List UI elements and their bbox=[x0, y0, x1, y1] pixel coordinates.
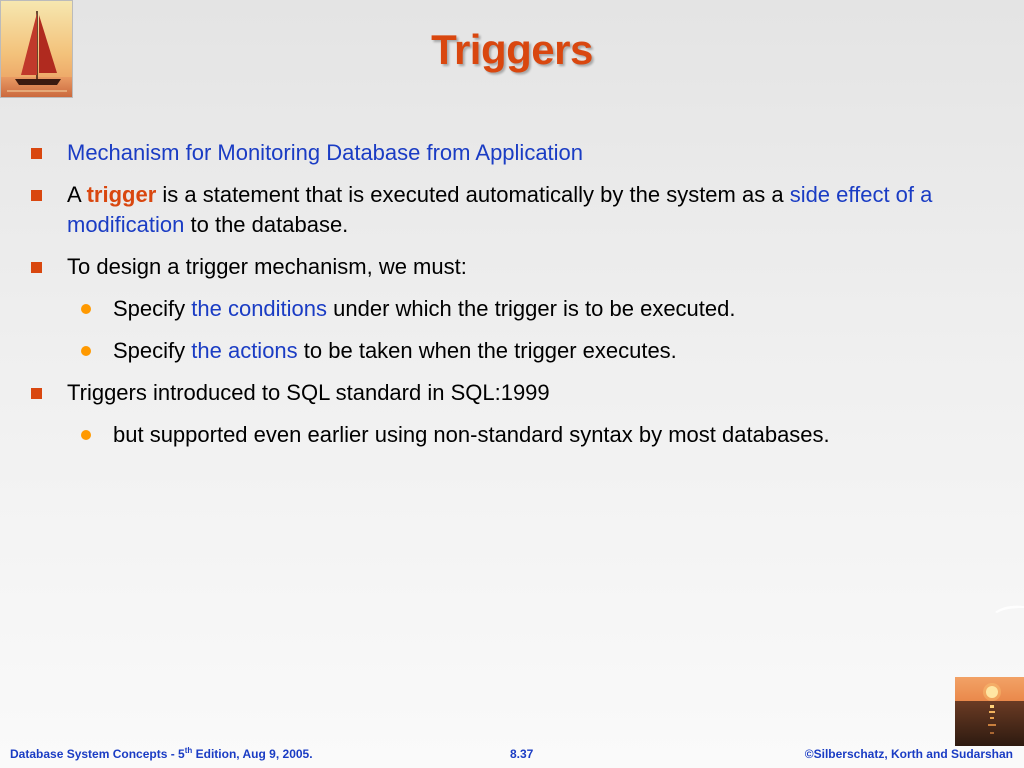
square-bullet-icon bbox=[31, 148, 42, 159]
round-bullet-icon bbox=[81, 346, 91, 356]
sub-bullet-item bbox=[30, 294, 980, 324]
sunset-logo-icon bbox=[955, 677, 1024, 746]
bullet-item bbox=[30, 378, 980, 408]
bullet-text: To design a trigger mechanism, we must: bbox=[67, 254, 467, 279]
square-bullet-icon bbox=[31, 388, 42, 399]
footer-course-title: Database System Concepts - 5 bbox=[10, 747, 185, 761]
bullet-text-middle: is a statement that is executed automatically by the system as a bbox=[156, 182, 790, 207]
highlighted-phrase: the conditions bbox=[191, 296, 328, 321]
footer-edition-date: Edition, Aug 9, 2005. bbox=[192, 747, 313, 761]
keyword-trigger: trigger bbox=[86, 182, 157, 207]
sub-bullet-item bbox=[30, 420, 980, 450]
sub-bullet-text: but supported even earlier using non-standard syntax by most databases. bbox=[113, 422, 830, 447]
footer-edition-superscript: th bbox=[184, 746, 193, 755]
bullet-text: Mechanism for Monitoring Database from Application bbox=[67, 140, 584, 165]
bullet-text-suffix: to the database. bbox=[184, 212, 349, 237]
bullet-text: Triggers introduced to SQL standard in SQL:1999 bbox=[67, 380, 550, 405]
sub-bullet-suffix: under which the trigger is to be executed. bbox=[327, 296, 736, 321]
sub-bullet-item bbox=[30, 336, 980, 366]
footer-copyright: ©Silberschatz, Korth and Sudarshan bbox=[804, 747, 1013, 761]
square-bullet-icon bbox=[31, 190, 42, 201]
highlighted-phrase: side effect of a modification bbox=[67, 182, 933, 237]
slide-title: Triggers bbox=[431, 26, 593, 73]
slide-content bbox=[30, 138, 980, 462]
sub-bullet-suffix: to be taken when the trigger executes. bbox=[297, 338, 677, 363]
round-bullet-icon bbox=[81, 430, 91, 440]
highlighted-phrase: the actions bbox=[191, 338, 298, 363]
bullet-text-prefix: A bbox=[67, 182, 87, 207]
sub-bullet-prefix: Specify bbox=[113, 338, 192, 363]
swoosh-decoration-icon bbox=[995, 600, 1024, 620]
bullet-item bbox=[30, 138, 980, 168]
round-bullet-icon bbox=[81, 304, 91, 314]
sub-bullet-prefix: Specify bbox=[113, 296, 192, 321]
bullet-item bbox=[30, 252, 980, 282]
square-bullet-icon bbox=[31, 262, 42, 273]
footer-left bbox=[10, 747, 313, 763]
bullet-item bbox=[30, 180, 980, 240]
footer-page-number: 8.37 bbox=[510, 747, 534, 761]
